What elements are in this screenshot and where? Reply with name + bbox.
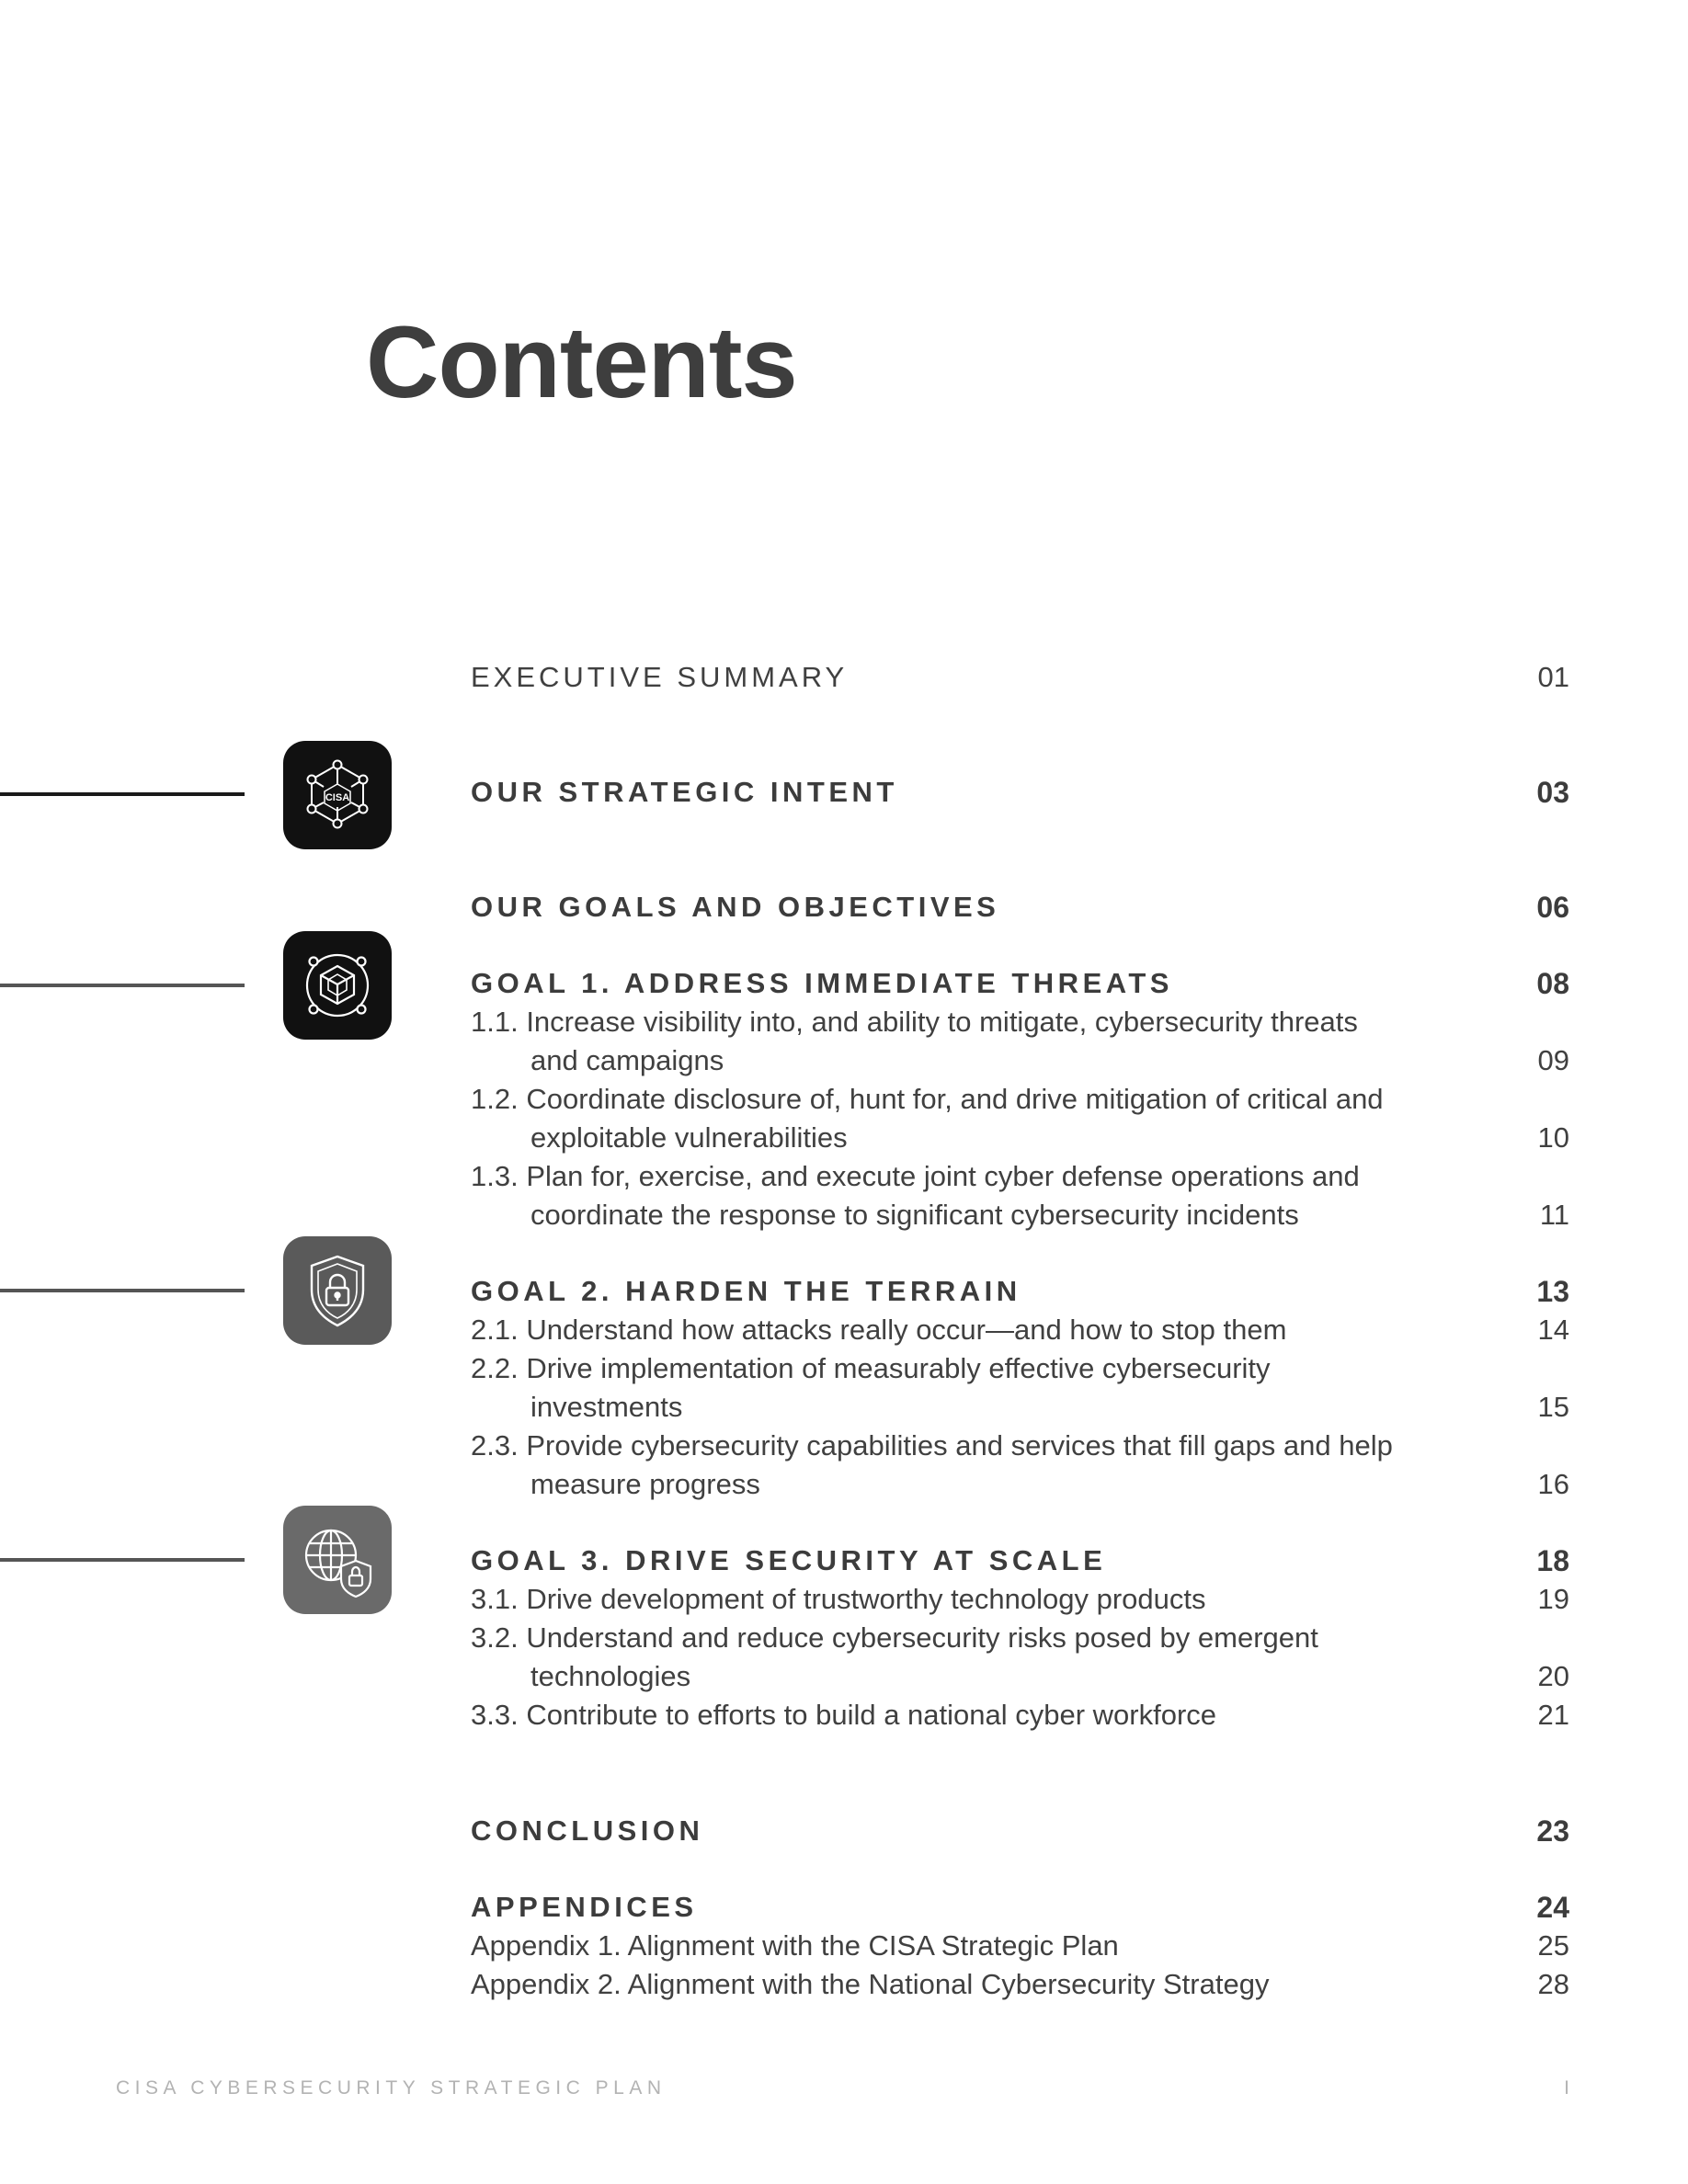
cube-network-icon (283, 931, 392, 1040)
toc-page-number: 23 (1536, 1814, 1569, 1848)
toc-entry-goal-3[interactable] (471, 1541, 1569, 1581)
toc-label: OUR GOALS AND OBJECTIVES (471, 891, 1000, 923)
toc-label: 1.1. Increase visibility into, and ability to mitigate, cybersecurity threats (471, 1006, 1358, 1038)
globe-lock-icon (283, 1506, 392, 1614)
toc-entry-objective-1-2[interactable] (471, 1079, 1569, 1120)
toc-entry-appendix-1[interactable] (471, 1926, 1569, 1966)
connector-line (0, 1558, 245, 1562)
toc-entry-objective-1-1-cont[interactable] (471, 1041, 1569, 1081)
footer-page-number: I (1564, 2077, 1569, 2099)
toc-page-number: 25 (1537, 1929, 1569, 1962)
toc-label-continued: exploitable vulnerabilities (530, 1121, 848, 1154)
toc-label: 2.3. Provide cybersecurity capabilities and services that fill gaps and help (471, 1429, 1393, 1462)
toc-page-number: 14 (1537, 1314, 1569, 1346)
toc-page-number: 09 (1537, 1044, 1569, 1076)
toc-page-number: 13 (1536, 1275, 1569, 1308)
toc-entry-goal-2[interactable] (471, 1271, 1569, 1312)
connector-line (0, 984, 245, 987)
toc-label-continued: coordinate the response to significant cybersecurity incidents (530, 1199, 1299, 1231)
toc-page-number: 11 (1539, 1199, 1569, 1231)
toc-entry-goal-1[interactable] (471, 963, 1569, 1004)
toc-label: 1.3. Plan for, exercise, and execute joint cyber defense operations and (471, 1160, 1360, 1192)
toc-label-continued: investments (530, 1391, 683, 1423)
toc-entry-appendix-2[interactable] (471, 1964, 1569, 2005)
toc-page-number: 16 (1537, 1468, 1569, 1500)
toc-label: Appendix 1. Alignment with the CISA Strategic Plan (471, 1929, 1119, 1962)
toc-entry-objective-1-1[interactable] (471, 1002, 1569, 1042)
toc-label: GOAL 3. DRIVE SECURITY AT SCALE (471, 1544, 1107, 1576)
toc-entry-objective-1-3[interactable] (471, 1156, 1569, 1197)
toc-page-number: 28 (1537, 1968, 1569, 2000)
toc-page-number: 24 (1536, 1891, 1569, 1924)
toc-entry-objective-2-3[interactable] (471, 1426, 1569, 1466)
footer-document-title: CISA CYBERSECURITY STRATEGIC PLAN (116, 2077, 667, 2099)
toc-label: 3.3. Contribute to efforts to build a national cyber workforce (471, 1699, 1217, 1731)
toc-page-number: 21 (1537, 1699, 1569, 1731)
toc-label: CONCLUSION (471, 1814, 704, 1847)
toc-entry-executive-summary[interactable] (471, 657, 1569, 698)
connector-line (0, 792, 245, 796)
toc-entry-objective-3-2-cont[interactable] (471, 1656, 1569, 1697)
shield-lock-icon (283, 1236, 392, 1345)
cisa-network-icon (283, 741, 392, 849)
toc-label: 3.1. Drive development of trustworthy technology products (471, 1583, 1206, 1615)
toc-entry-goals-objectives[interactable] (471, 887, 1569, 927)
toc-entry-objective-2-2-cont[interactable] (471, 1387, 1569, 1428)
page-title: Contents (366, 306, 797, 419)
toc-label: OUR STRATEGIC INTENT (471, 776, 898, 808)
toc-label: Appendix 2. Alignment with the National Cybersecurity Strategy (471, 1968, 1270, 2000)
toc-entry-objective-1-3-cont[interactable] (471, 1195, 1569, 1235)
toc-entry-conclusion[interactable] (471, 1811, 1569, 1851)
toc-label: EXECUTIVE SUMMARY (471, 661, 849, 693)
toc-page-number: 19 (1537, 1583, 1569, 1615)
toc-label-continued: technologies (530, 1660, 691, 1692)
toc-entry-objective-3-3[interactable] (471, 1695, 1569, 1735)
toc-label: 2.1. Understand how attacks really occur—and how to stop them (471, 1314, 1287, 1346)
toc-entry-objective-2-2[interactable] (471, 1348, 1569, 1389)
toc-label: 3.2. Understand and reduce cybersecurity risks posed by emergent (471, 1621, 1318, 1654)
toc-entry-appendices[interactable] (471, 1887, 1569, 1928)
toc-page-number: 06 (1536, 891, 1569, 924)
toc-entry-objective-1-2-cont[interactable] (471, 1118, 1569, 1158)
toc-label: APPENDICES (471, 1891, 698, 1923)
toc-entry-objective-3-2[interactable] (471, 1618, 1569, 1658)
toc-page-number: 20 (1537, 1660, 1569, 1692)
connector-line (0, 1289, 245, 1292)
toc-label: GOAL 1. ADDRESS IMMEDIATE THREATS (471, 967, 1173, 999)
toc-page-number: 10 (1537, 1121, 1569, 1154)
toc-page-number: 03 (1536, 776, 1569, 809)
toc-label-continued: measure progress (530, 1468, 760, 1500)
toc-entry-strategic-intent[interactable] (471, 772, 1569, 813)
toc-page-number: 08 (1536, 967, 1569, 1000)
toc-page-number: 01 (1537, 661, 1569, 693)
toc-entry-objective-2-3-cont[interactable] (471, 1464, 1569, 1505)
toc-label: GOAL 2. HARDEN THE TERRAIN (471, 1275, 1021, 1307)
toc-entry-objective-3-1[interactable] (471, 1579, 1569, 1620)
toc-page-number: 18 (1536, 1544, 1569, 1577)
toc-entry-objective-2-1[interactable] (471, 1310, 1569, 1350)
toc-page-number: 15 (1537, 1391, 1569, 1423)
toc-label: 1.2. Coordinate disclosure of, hunt for, and drive mitigation of critical and (471, 1083, 1384, 1115)
toc-label-continued: and campaigns (530, 1044, 724, 1076)
toc-label: 2.2. Drive implementation of measurably effective cybersecurity (471, 1352, 1271, 1384)
cisa-icon-text: CISA (325, 792, 350, 803)
